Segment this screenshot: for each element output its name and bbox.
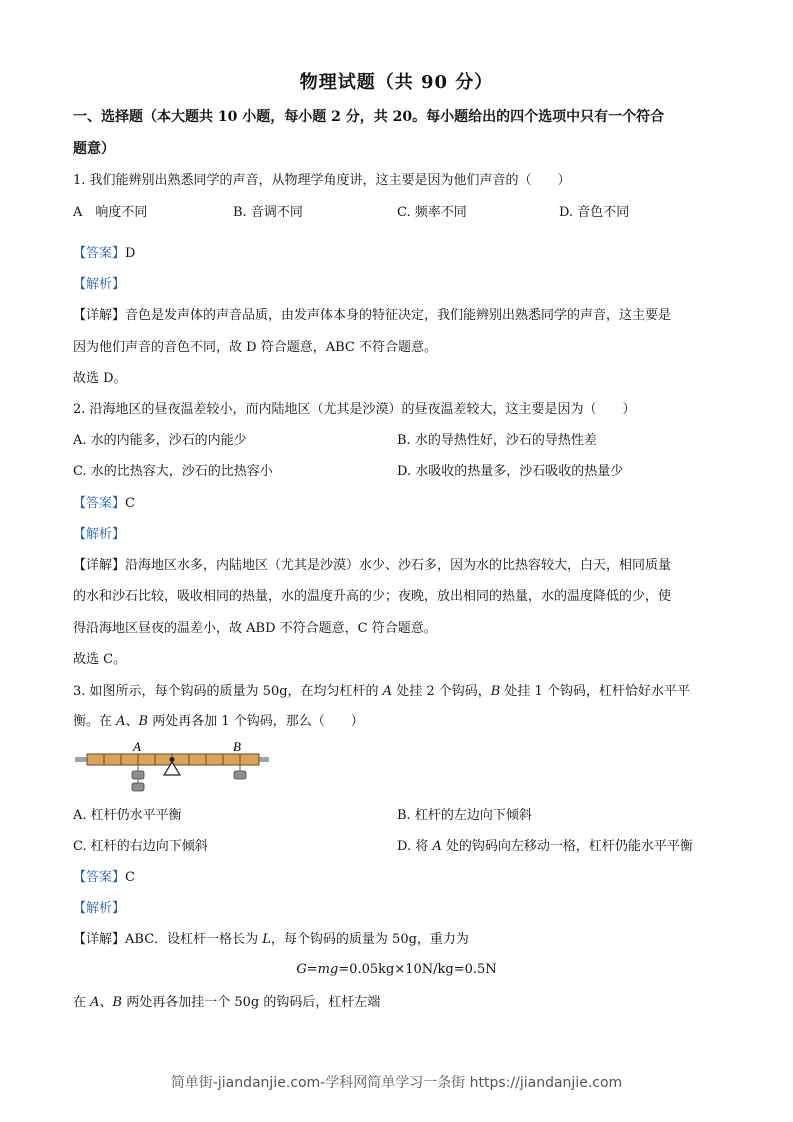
q1-answer [73, 245, 135, 263]
section-heading-line-1: 一、选择题（本大题共 10 小题，每小题 2 分，共 20。每小题给出的四个选项中只有一个符合 [73, 109, 665, 125]
q2-answer-value: C [125, 496, 135, 511]
q1-option-a: A 响度不同 [73, 205, 148, 220]
q3-option-d: D. 将 A 处的钩码向左移动一格，杠杆仍能水平平衡 [397, 839, 693, 854]
q2-option-a: A. 水的内能多，沙石的内能少 [73, 433, 247, 448]
weight-at-b [234, 765, 246, 779]
q2-detail-line-3: 得沿海地区昼夜的温差小，故 ABD 不符合题意，C 符合题意。 [73, 621, 437, 636]
q1-detail-line-2: 因为他们声音的音色不同，故 D 符合题意，ABC 不符合题意。 [73, 340, 437, 355]
answer-label: 【答案】 [73, 870, 126, 885]
detail-label: 【详解】 [73, 558, 126, 573]
page-title: 物理试题（共 90 分） [299, 72, 494, 93]
q2-detail-line-1 [73, 557, 671, 575]
lever-label-b: B [233, 739, 241, 754]
q1-answer-value: D [125, 246, 136, 261]
q2-analysis-label: 【解析】 [73, 527, 126, 542]
q1-stem: 1. 我们能辨别出熟悉同学的声音，从物理学角度讲，这主要是因为他们声音的（ ） [73, 173, 571, 188]
detail-label: 【详解】 [73, 932, 126, 947]
q2-stem: 2. 沿海地区的昼夜温差较小，而内陆地区（尤其是沙漠）的昼夜温差较大，这主要是因为（ ） [73, 402, 636, 417]
weights-at-a [132, 765, 144, 791]
lever-left-peg [75, 757, 87, 762]
q3-stem-line-1: 3. 如图所示，每个钩码的质量为 50g，在均匀杠杆的 A 处挂 2 个钩码，B 处挂 1 个钩码，杠杆恰好水平平 [73, 684, 690, 699]
q2-conclusion: 故选 C。 [73, 652, 127, 667]
q2-answer [73, 495, 135, 513]
q3-detail-line-1: 【详解】ABC．设杠杆一格长为 L，每个钩码的质量为 50g，重力为 [73, 932, 469, 947]
q3-option-b: B. 杠杆的左边向下倾斜 [397, 808, 532, 823]
answer-label: 【答案】 [73, 246, 126, 261]
q3-stem-line-2: 衡。在 A、B 两处再各加 1 个钩码，那么（ ） [73, 714, 364, 729]
q3-option-a: A. 杠杆仍水平平衡 [73, 808, 182, 823]
q3-detail-line-2: 在 A、B 两处再各加挂一个 50g 的钩码后，杠杆左端 [73, 995, 381, 1010]
q1-detail-line-1 [73, 307, 671, 325]
lever-figure [73, 738, 273, 798]
q2-option-d: D. 水吸收的热量多，沙石吸收的热量少 [397, 464, 624, 479]
q1-option-c: C. 频率不同 [397, 205, 467, 220]
q3-analysis-label: 【解析】 [73, 901, 126, 916]
q2-option-b: B. 水的导热性好，沙石的导热性差 [397, 433, 597, 448]
q3-formula: G=mg=0.05kg×10N/kg=0.5N [296, 962, 497, 977]
q1-conclusion: 故选 D。 [73, 371, 127, 386]
q3-answer-value: C [125, 870, 135, 885]
page-footer-watermark: 简单街-jiandanjie.com-学科网简单学习一条街 https://jiandanjie.com [170, 1075, 623, 1091]
section-heading-line-2: 题意） [73, 141, 115, 157]
answer-label: 【答案】 [73, 496, 126, 511]
detail-label: 【详解】 [73, 308, 126, 323]
q2-detail-text-1: 沿海地区水多，内陆地区（尤其是沙漠）水少、沙石多，因为水的比热容较大，白天，相同质量 [125, 558, 672, 573]
q3-option-c: C. 杠杆的右边向下倾斜 [73, 839, 208, 854]
q3-answer [73, 869, 135, 887]
q1-detail-text-1: 音色是发声体的声音品质，由发声体本身的特征决定，我们能辨别出熟悉同学的声音，这主要是 [125, 308, 672, 323]
q2-option-c: C. 水的比热容大，沙石的比热容小 [73, 464, 273, 479]
q2-detail-line-2: 的水和沙石比较，吸收相同的热量，水的温度升高的少；夜晚，放出相同的热量，水的温度降低的少，使 [73, 589, 672, 604]
lever-label-a: A [133, 739, 141, 754]
q1-option-d: D. 音色不同 [559, 205, 630, 220]
q1-option-b: B. 音调不同 [233, 205, 303, 220]
q1-analysis-label: 【解析】 [73, 277, 126, 292]
